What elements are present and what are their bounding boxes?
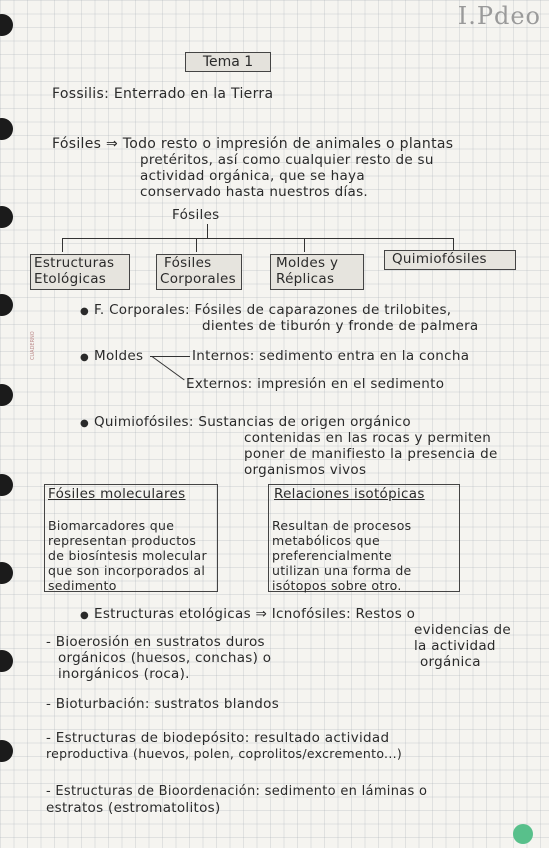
- tree-node-label: Etológicas: [34, 271, 107, 287]
- bullet-icon: ●: [80, 306, 89, 317]
- list-item: inorgánicos (roca).: [58, 666, 190, 682]
- definition-line: actividad orgánica, que se haya: [140, 168, 365, 184]
- tree-node-label: Quimiofósiles: [392, 251, 487, 267]
- list-item: - Estructuras de biodepósito: resultado actividad: [46, 730, 390, 746]
- tree-connector: [62, 238, 63, 252]
- tree-node-label: Fósiles: [164, 255, 212, 271]
- box-line: utilizan una forma de: [272, 563, 412, 578]
- bullet-icon: ●: [80, 610, 89, 621]
- list-item: - Bioerosión en sustratos duros: [46, 634, 265, 650]
- bullet-text: poner de manifiesto la presencia de: [244, 446, 498, 462]
- side-text: orgánica: [420, 654, 481, 670]
- box-line: Resultan de procesos: [272, 518, 412, 533]
- bullet-icon: ●: [80, 418, 89, 429]
- box-line: de biosíntesis molecular: [48, 548, 207, 563]
- bullet-text: F. Corporales: Fósiles de caparazones de trilobites,: [94, 302, 452, 318]
- side-text: evidencias de: [414, 622, 512, 638]
- bullet-text: Quimiofósiles: Sustancias de origen orgánico: [94, 414, 411, 430]
- bullet-text: organismos vivos: [244, 462, 367, 478]
- list-item: estratos (estromatolitos): [46, 800, 221, 816]
- list-item: reproductiva (huevos, polen, coprolitos/excremento...): [46, 746, 403, 761]
- box-line: isótopos sobre otro.: [272, 578, 402, 593]
- list-item: orgánicos (huesos, conchas) o: [58, 650, 272, 666]
- tree-connector: [196, 238, 197, 252]
- side-text: la actividad: [414, 638, 496, 654]
- tree-node-label: Réplicas: [276, 271, 335, 287]
- arrow-line: [150, 356, 190, 357]
- app-logo-icon: [513, 824, 533, 844]
- box-line: metabólicos que: [272, 533, 381, 548]
- tree-node-label: Corporales: [160, 271, 236, 287]
- bullet-icon: ●: [80, 352, 89, 363]
- definition-line: pretéritos, así como cualquier resto de su: [140, 152, 434, 168]
- tree-node-label: Moldes y: [276, 255, 339, 271]
- side-note: CUADERNO: [30, 331, 36, 360]
- box-title: Relaciones isotópicas: [274, 486, 425, 502]
- tree-connector: [207, 224, 208, 238]
- bullet-text: Moldes: [94, 348, 144, 364]
- list-item: - Estructuras de Bioordenación: sedimento en láminas o: [46, 784, 428, 799]
- box-title: Fósiles moleculares: [48, 486, 186, 502]
- bullet-text: Externos: impresión en el sedimento: [186, 376, 445, 392]
- bullet-text: dientes de tiburón y fronde de palmera: [202, 318, 479, 334]
- definition-line: Fósiles ⇒ Todo resto o impresión de animales o plantas: [52, 136, 454, 152]
- bullet-text: contenidas en las rocas y permiten: [244, 430, 492, 446]
- definition-line: conservado hasta nuestros días.: [140, 184, 369, 200]
- tree-connector: [304, 238, 305, 252]
- tree-connector: [62, 238, 454, 239]
- author-signature: I.Pdeo: [457, 2, 541, 30]
- box-line: sedimento: [48, 578, 117, 593]
- definition-line: Fossilis: Enterrado en la Tierra: [52, 86, 274, 102]
- box-line: Biomarcadores que: [48, 518, 175, 533]
- list-item: - Bioturbación: sustratos blandos: [46, 696, 280, 712]
- bullet-text: Internos: sedimento entra en la concha: [192, 348, 470, 364]
- tree-root: Fósiles: [172, 207, 220, 223]
- box-line: representan productos: [48, 533, 197, 548]
- box-line: preferencialmente: [272, 548, 393, 563]
- box-line: que son incorporados al: [48, 563, 206, 578]
- section-heading: Estructuras etológicas ⇒ Icnofósiles: Restos o: [94, 606, 416, 622]
- tree-node-label: Estructuras: [34, 255, 115, 271]
- page-title: Tema 1: [185, 52, 271, 72]
